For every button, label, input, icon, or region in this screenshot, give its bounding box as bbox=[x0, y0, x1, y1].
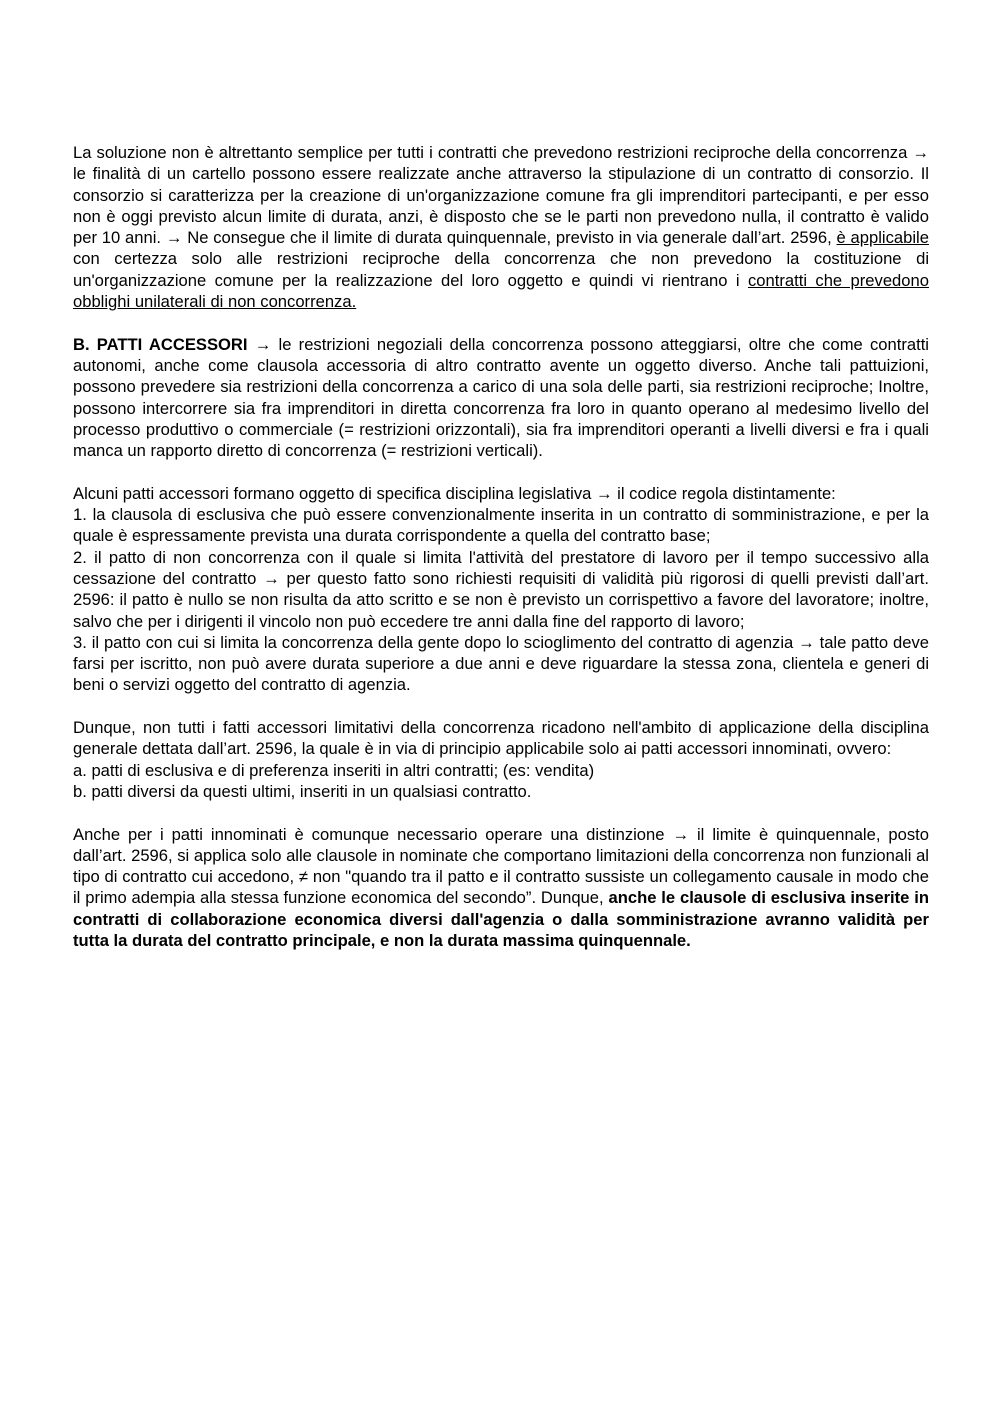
list-item: 1. la clausola di esclusiva che può essere convenzionalmente inserita in un contratto di somministrazione, e per la quale è espressamente prevista una durata corrispondente a quella del contratto base; bbox=[73, 505, 929, 546]
document-page bbox=[73, 142, 929, 973]
list-item: a. patti di esclusiva e di preferenza inseriti in altri contratti; (es: vendita) bbox=[73, 760, 595, 780]
paragraph-distinzione bbox=[73, 824, 929, 952]
paragraph-text: Anche per i patti innominati è comunque necessario operare una distinzione → il limite è quinquennale, posto dall’art. 2596, si applica solo alle clausole in nominate che comportano limitazioni della concorrenza non funzionali al tipo di contratto cui accedono, ≠ non "quando tra il patto e il contratto sussiste un collegamento causale in modo che il primo adempia alla stessa funzione economica del secondo”. Dunque, bbox=[73, 824, 929, 908]
paragraph-text: La soluzione non è altrettanto semplice per tutti i contratti che prevedono restrizioni reciproche della concorrenza → le finalità di un cartello possono essere realizzate anche attraverso la stipulazione di un contratto di consorzio. Il consorzio si caratterizza per la creazione di un'organizzazione comune fra gli imprenditori partecipanti, e per esso non è oggi previsto alcun limite di durata, anzi, è disposto che se le parti non prevedono nulla, il contratto è valido per 10 anni. → Ne consegue che il limite di durata quinquennale, previsto in via generale dall’art. 2596, bbox=[73, 143, 929, 248]
list-item: 2. il patto di non concorrenza con il quale si limita l'attività del prestatore di lavoro per il tempo successivo alla cessazione del contratto → per questo fatto sono richiesti requisiti di validità più rigorosi di quelli previsti dall’art. 2596: il patto è nullo se non risulta da atto scritto e se non è previsto un corrispettivo a favore del lavoratore; inoltre, salvo che per i dirigenti il vincolo non può eccedere tre anni dalla fine del rapporto di lavoro; bbox=[73, 547, 929, 631]
paragraph-consorzio bbox=[73, 142, 929, 312]
paragraph-patti-innominati bbox=[73, 717, 929, 802]
list-item: 3. il patto con cui si limita la concorrenza della gente dopo lo scioglimento del contratto di agenzia → tale patto deve farsi per iscritto, non può avere durata superiore a due anni e deve riguardare la stessa zona, clientela e generi di beni o servizi oggetto del contratto di agenzia. bbox=[73, 632, 929, 695]
underlined-phrase: contratti che prevedono obblighi unilaterali di non concorrenza. bbox=[73, 270, 929, 312]
paragraph-text: → le restrizioni negoziali della concorrenza possono atteggiarsi, oltre che come contratti autonomi, anche come clausola accessoria di altro contratto avente un oggetto diverso. Anche tali pattuizioni, possono prevedere sia restrizioni della concorrenza a carico di una sola delle parti, sia restrizioni reciproche; Inoltre, possono intercorrere sia fra imprenditori in diretta concorrenza fra loro in quanto operano al medesimo livello del processo produttivo o commerciale (= restrizioni orizzontali), sia fra imprenditori operanti a livelli diversi e fra i quali manca un rapporto diretto di concorrenza (= restrizioni verticali). bbox=[73, 334, 929, 461]
list-item: b. patti diversi da questi ultimi, inseriti in un qualsiasi contratto. bbox=[73, 781, 532, 801]
section-heading: B. PATTI ACCESSORI bbox=[73, 334, 248, 354]
paragraph-intro: Dunque, non tutti i fatti accessori limitativi della concorrenza ricadono nell'ambito di applicazione della disciplina generale dettata dall’art. 2596, la quale è in via di principio applicabile solo ai patti accessori innominati, ovvero: bbox=[73, 718, 929, 759]
paragraph-disciplina-legislativa bbox=[73, 483, 929, 696]
paragraph-patti-accessori bbox=[73, 334, 929, 462]
paragraph-text: con certezza solo alle restrizioni reciproche della concorrenza che non prevedono la costituzione di un'organizzazione comune per la realizzazione del loro oggetto e quindi vi rientrano i bbox=[73, 249, 929, 290]
bold-conclusion: anche le clausole di esclusiva inserite in contratti di collaborazione economica diversi dall'agenzia o dalla somministrazione avranno validità per tutta la durata del contratto principale, e non la durata massima quinquennale. bbox=[73, 888, 929, 950]
underlined-phrase: è applicabile bbox=[836, 228, 929, 248]
paragraph-intro: Alcuni patti accessori formano oggetto di specifica disciplina legislativa → il codice regola distintamente: bbox=[73, 483, 836, 503]
